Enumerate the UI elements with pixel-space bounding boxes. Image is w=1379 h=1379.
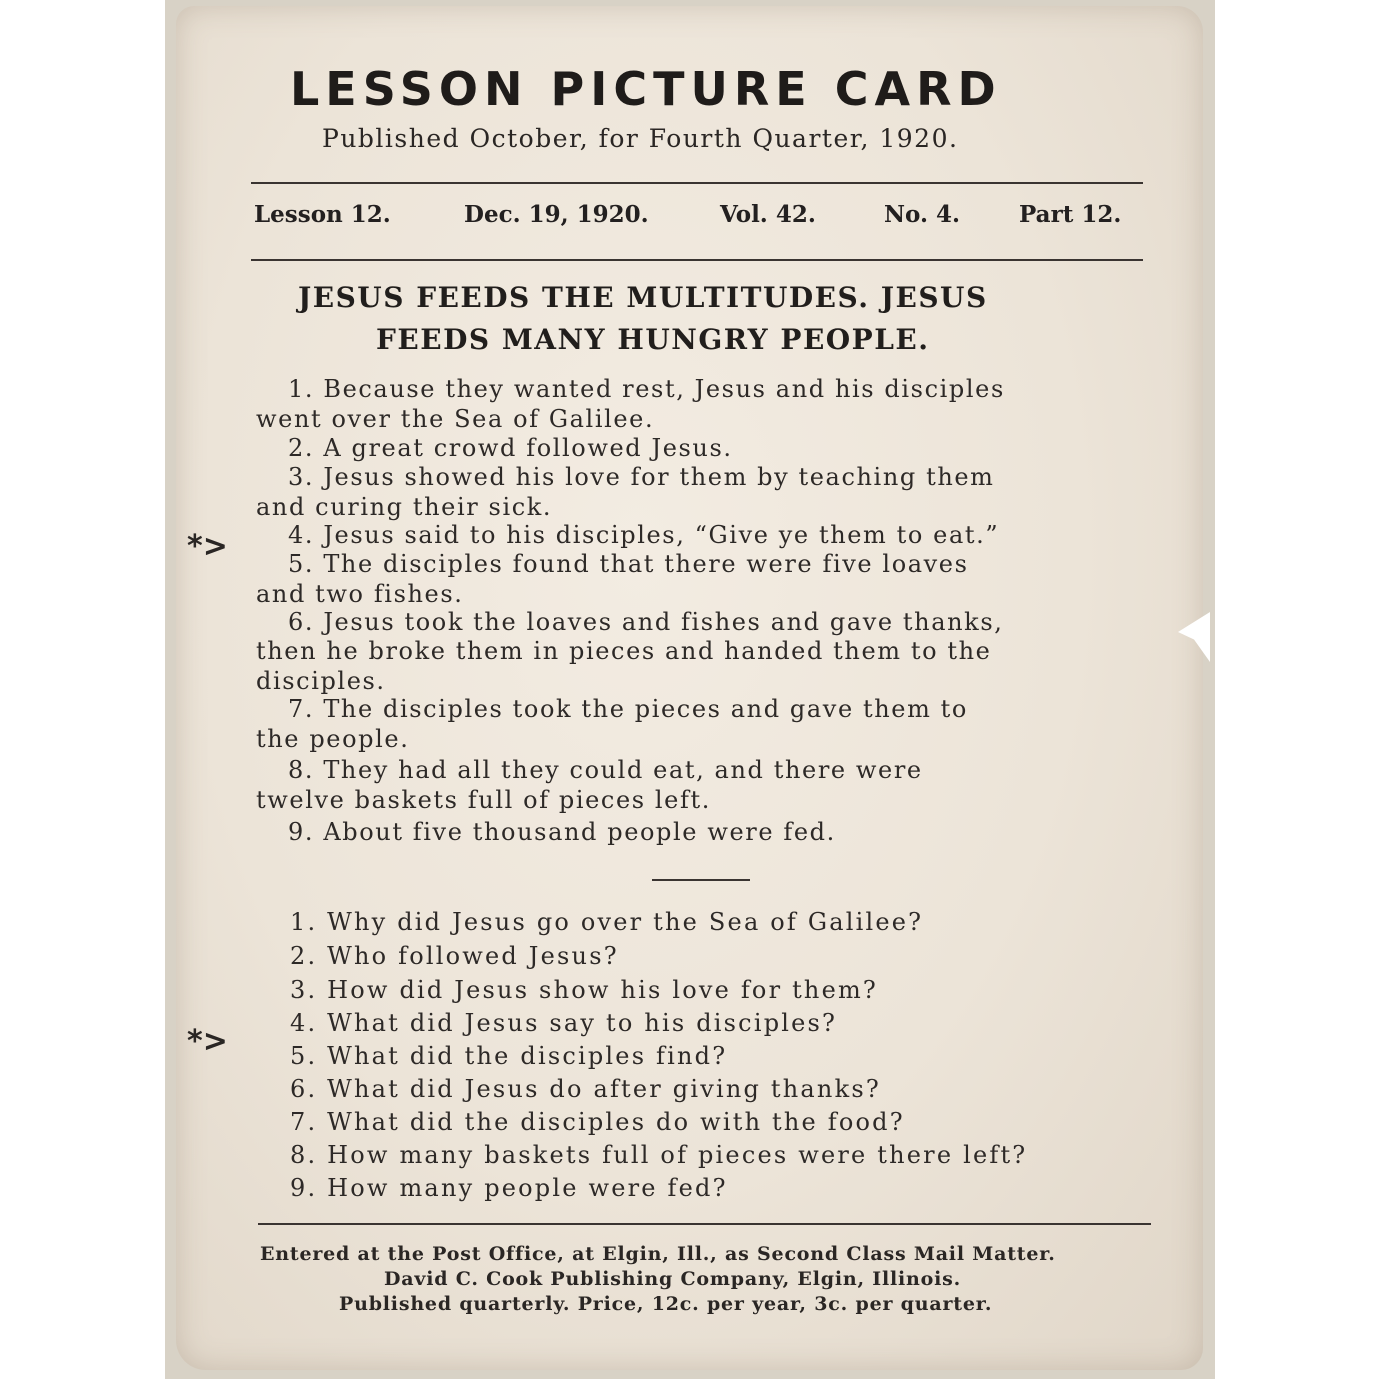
story-line: and two fishes.: [256, 580, 464, 608]
footer-line-1: Entered at the Post Office, at Elgin, Ill., as Second Class Mail Matter.: [260, 1243, 1056, 1265]
volume-number: Vol. 42.: [720, 201, 816, 228]
story-line: 3. Jesus showed his love for them by teaching them: [288, 463, 995, 491]
story-line: the people.: [256, 725, 410, 753]
footer-line-3: Published quarterly. Price, 12c. per year, 3c. per quarter.: [339, 1293, 993, 1315]
footer-line-2: David C. Cook Publishing Company, Elgin, Illinois.: [384, 1268, 962, 1290]
story-line: 9. About five thousand people were fed.: [288, 818, 836, 846]
story-line: 7. The disciples took the pieces and gave them to: [288, 695, 968, 723]
divider-footer: [258, 1223, 1151, 1225]
divider-top: [251, 182, 1143, 184]
story-line: then he broke them in pieces and handed them to the: [256, 637, 992, 665]
divider-short: [652, 879, 750, 881]
card-title: LESSON PICTURE CARD: [290, 62, 1002, 116]
story-line: 1. Because they wanted rest, Jesus and his disciples: [288, 375, 1005, 403]
part-number: Part 12.: [1019, 201, 1122, 228]
lesson-heading-line-1: JESUS FEEDS THE MULTITUDES. JESUS: [298, 281, 988, 314]
question-item: 3. How did Jesus show his love for them?: [290, 976, 879, 1004]
story-line: twelve baskets full of pieces left.: [256, 786, 711, 814]
story-line: went over the Sea of Galilee.: [256, 405, 655, 433]
question-item: 5. What did the disciples find?: [290, 1042, 728, 1070]
story-line: 4. Jesus said to his disciples, “Give ye them to eat.”: [288, 521, 1000, 549]
lesson-number: Lesson 12.: [254, 201, 391, 228]
story-line: disciples.: [256, 667, 386, 695]
story-line: 5. The disciples found that there were five loaves: [288, 550, 969, 578]
handwritten-mark: *>: [187, 1024, 228, 1059]
question-item: 1. Why did Jesus go over the Sea of Galilee?: [290, 908, 924, 936]
card-subtitle: Published October, for Fourth Quarter, 1920.: [322, 124, 959, 153]
story-line: 2. A great crowd followed Jesus.: [288, 434, 733, 462]
lesson-date: Dec. 19, 1920.: [464, 201, 649, 228]
story-line: and curing their sick.: [256, 493, 553, 521]
issue-number: No. 4.: [884, 201, 960, 228]
divider-info: [251, 259, 1143, 261]
handwritten-mark: *>: [187, 529, 228, 564]
question-item: 9. How many people were fed?: [290, 1174, 728, 1202]
question-item: 2. Who followed Jesus?: [290, 942, 619, 970]
question-item: 7. What did the disciples do with the food?: [290, 1108, 905, 1136]
story-line: 8. They had all they could eat, and there were: [288, 756, 923, 784]
question-item: 8. How many baskets full of pieces were there left?: [290, 1141, 1028, 1169]
story-line: 6. Jesus took the loaves and fishes and gave thanks,: [288, 608, 1004, 636]
question-item: 4. What did Jesus say to his disciples?: [290, 1009, 838, 1037]
lesson-heading-line-2: FEEDS MANY HUNGRY PEOPLE.: [376, 323, 930, 356]
question-item: 6. What did Jesus do after giving thanks?: [290, 1075, 881, 1103]
